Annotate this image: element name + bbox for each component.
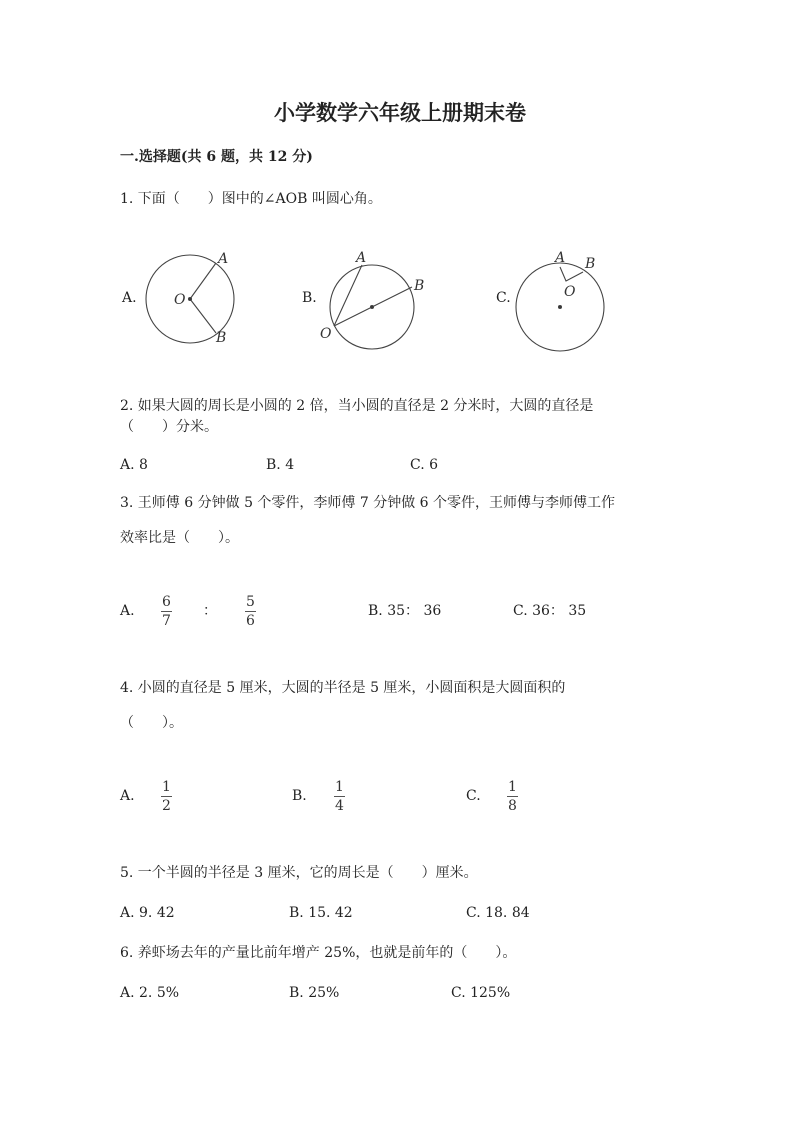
q2-option-a: A. 8 [120, 457, 148, 473]
q3-option-a-fraction-2: 5 6 [246, 594, 255, 629]
q6-option-c: C. 125% [451, 985, 511, 1001]
fig-c-label-o: O [564, 284, 576, 300]
q1-option-b-label: B. [302, 290, 317, 306]
question-3-stem-line2: 效率比是（ ）。 [120, 530, 239, 546]
q4-option-b-fraction: 1 4 [335, 779, 344, 814]
q3-option-a-ratio-sign: ： [203, 603, 217, 619]
q3-option-a-label: A. [120, 603, 135, 619]
fig-a-label-a: A [218, 251, 229, 267]
question-6-stem: 6. 养虾场去年的产量比前年增产 25%，也就是前年的（ ）。 [120, 945, 517, 961]
question-3-stem-line1: 3. 王师傅 6 分钟做 5 个零件，李师傅 7 分钟做 6 个零件，王师傅与李师傅工作 [120, 495, 616, 511]
q3-option-b: B. 35： 36 [368, 603, 442, 619]
q4-option-a-label: A. [120, 788, 135, 804]
fig-a-label-o: O [174, 292, 186, 308]
q1-option-c-label: C. [496, 290, 511, 306]
q5-option-a: A. 9. 42 [120, 905, 175, 921]
question-1-stem: 1. 下面（ ）图中的∠AOB 叫圆心角。 [120, 191, 382, 207]
fig-c-label-a: A [555, 250, 566, 266]
q4-option-b-label: B. [292, 788, 307, 804]
fig-b-label-a: A [356, 250, 367, 266]
question-2-stem-line1: 2. 如果大圆的周长是小圆的 2 倍，当小圆的直径是 2 分米时，大圆的直径是 [120, 398, 594, 414]
question-4-stem-line1: 4. 小圆的直径是 5 厘米，大圆的半径是 5 厘米，小圆面积是大圆面积的 [120, 680, 566, 696]
q2-option-b: B. 4 [266, 457, 295, 473]
question-2-stem-line2: （ ）分米。 [120, 419, 218, 435]
q6-option-a: A. 2. 5% [120, 985, 180, 1001]
question-5-stem: 5. 一个半圆的半径是 3 厘米，它的周长是（ ）厘米。 [120, 865, 478, 881]
q2-option-c: C. 6 [410, 457, 439, 473]
q3-option-c: C. 36： 35 [513, 603, 587, 619]
page-title: 小学数学六年级上册期末卷 [274, 100, 526, 125]
fig-a-label-b: B [216, 330, 227, 346]
fig-b-label-b: B [414, 278, 425, 294]
q1-option-a-label: A. [122, 290, 137, 306]
q4-option-c-label: C. [466, 788, 481, 804]
q4-option-c-fraction: 1 8 [508, 779, 517, 814]
section-heading: 一.选择题(共 6 题，共 12 分) [120, 149, 313, 165]
circle-figure-a [146, 255, 234, 343]
q5-option-c: C. 18. 84 [466, 905, 530, 921]
circle-figure-c [516, 263, 604, 351]
circle-figure-b [330, 265, 414, 349]
question-4-stem-line2: （ ）。 [120, 715, 183, 731]
q5-option-b: B. 15. 42 [289, 905, 353, 921]
q6-option-b: B. 25% [289, 985, 340, 1001]
q3-option-a-fraction-1: 6 7 [162, 594, 171, 629]
fig-c-label-b: B [585, 256, 596, 272]
fig-b-label-o: O [320, 326, 332, 342]
q4-option-a-fraction: 1 2 [162, 779, 171, 814]
